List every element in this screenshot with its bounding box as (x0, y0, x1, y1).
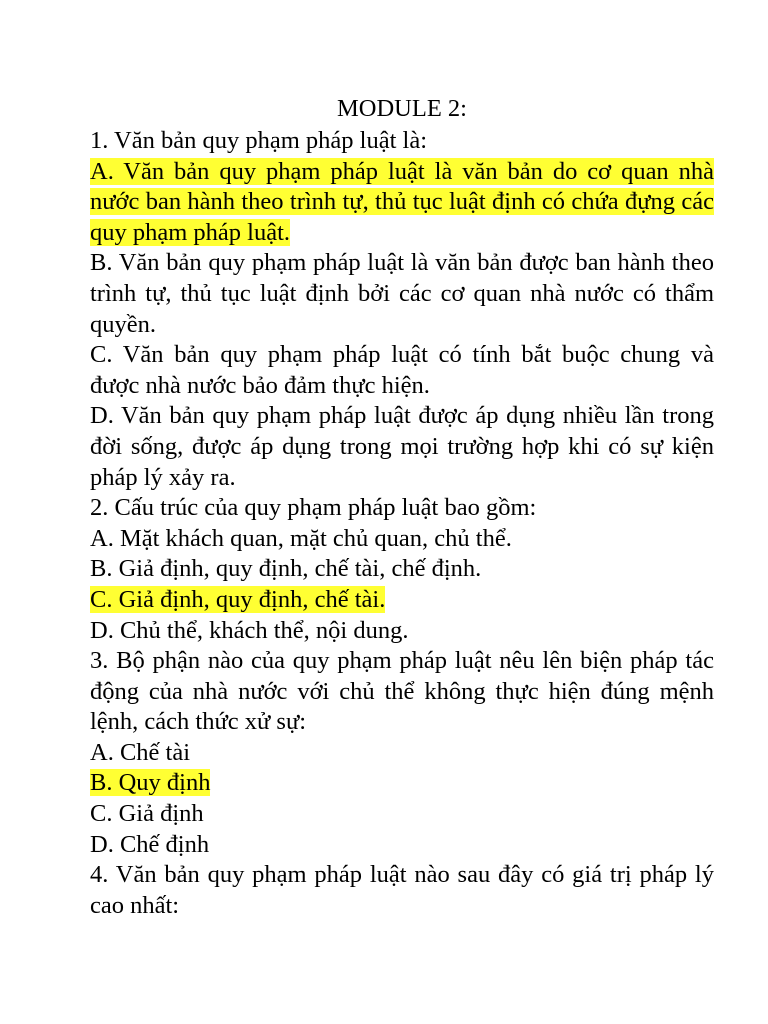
question-1 (90, 126, 714, 493)
highlight-mark: A. Văn bản quy phạm pháp luật là văn bản do cơ quan nhà nước ban hành theo trình tự, thủ tục luật định có chứa đựng các quy phạm pháp luật. (90, 157, 714, 246)
answer-b-highlighted (90, 768, 714, 799)
answer-a: A. Chế tài (90, 738, 191, 766)
question-text: 4. Văn bản quy phạm pháp luật nào sau đây có giá trị pháp lý cao nhất: (90, 861, 714, 919)
module-title: MODULE 2: (337, 95, 467, 122)
question-3 (90, 646, 714, 860)
answer-c-highlighted (90, 585, 714, 616)
question-2 (90, 493, 714, 646)
answer-c: C. Giả định (90, 800, 204, 828)
question-text: 3. Bộ phận nào của quy phạm pháp luật nêu lên biện pháp tác động của nhà nước với chủ thể không thực hiện đúng mệnh lệnh, cách thức xử sự: (90, 647, 714, 736)
question-text: 1. Văn bản quy phạm pháp luật là: (90, 127, 428, 154)
answer-a: A. Mặt khách quan, mặt chủ quan, chủ thể. (90, 524, 512, 552)
answer-c: C. Văn bản quy phạm pháp luật có tính bắt buộc chung và được nhà nước bảo đảm thực hiện. (90, 341, 714, 399)
answer-d: D. Chủ thể, khách thể, nội dung. (90, 616, 409, 644)
highlight-mark: C. Giả định, quy định, chế tài. (90, 585, 386, 613)
answer-b: B. Giả định, quy định, chế tài, chế định. (90, 555, 482, 583)
answer-d: D. Văn bản quy phạm pháp luật được áp dụng nhiều lần trong đời sống, được áp dụng trong mọi trường hợp khi có sự kiện pháp lý xảy ra. (90, 402, 714, 491)
document-page (90, 92, 714, 921)
answer-d: D. Chế định (90, 830, 210, 858)
answer-b: B. Văn bản quy phạm pháp luật là văn bản được ban hành theo trình tự, thủ tục luật định bởi các cơ quan nhà nước có thẩm quyền. (90, 249, 714, 338)
question-4 (90, 860, 714, 921)
question-text: 2. Cấu trúc của quy phạm pháp luật bao gồm: (90, 494, 537, 522)
highlight-mark: B. Quy định (90, 769, 211, 797)
answer-a-highlighted (90, 157, 714, 249)
